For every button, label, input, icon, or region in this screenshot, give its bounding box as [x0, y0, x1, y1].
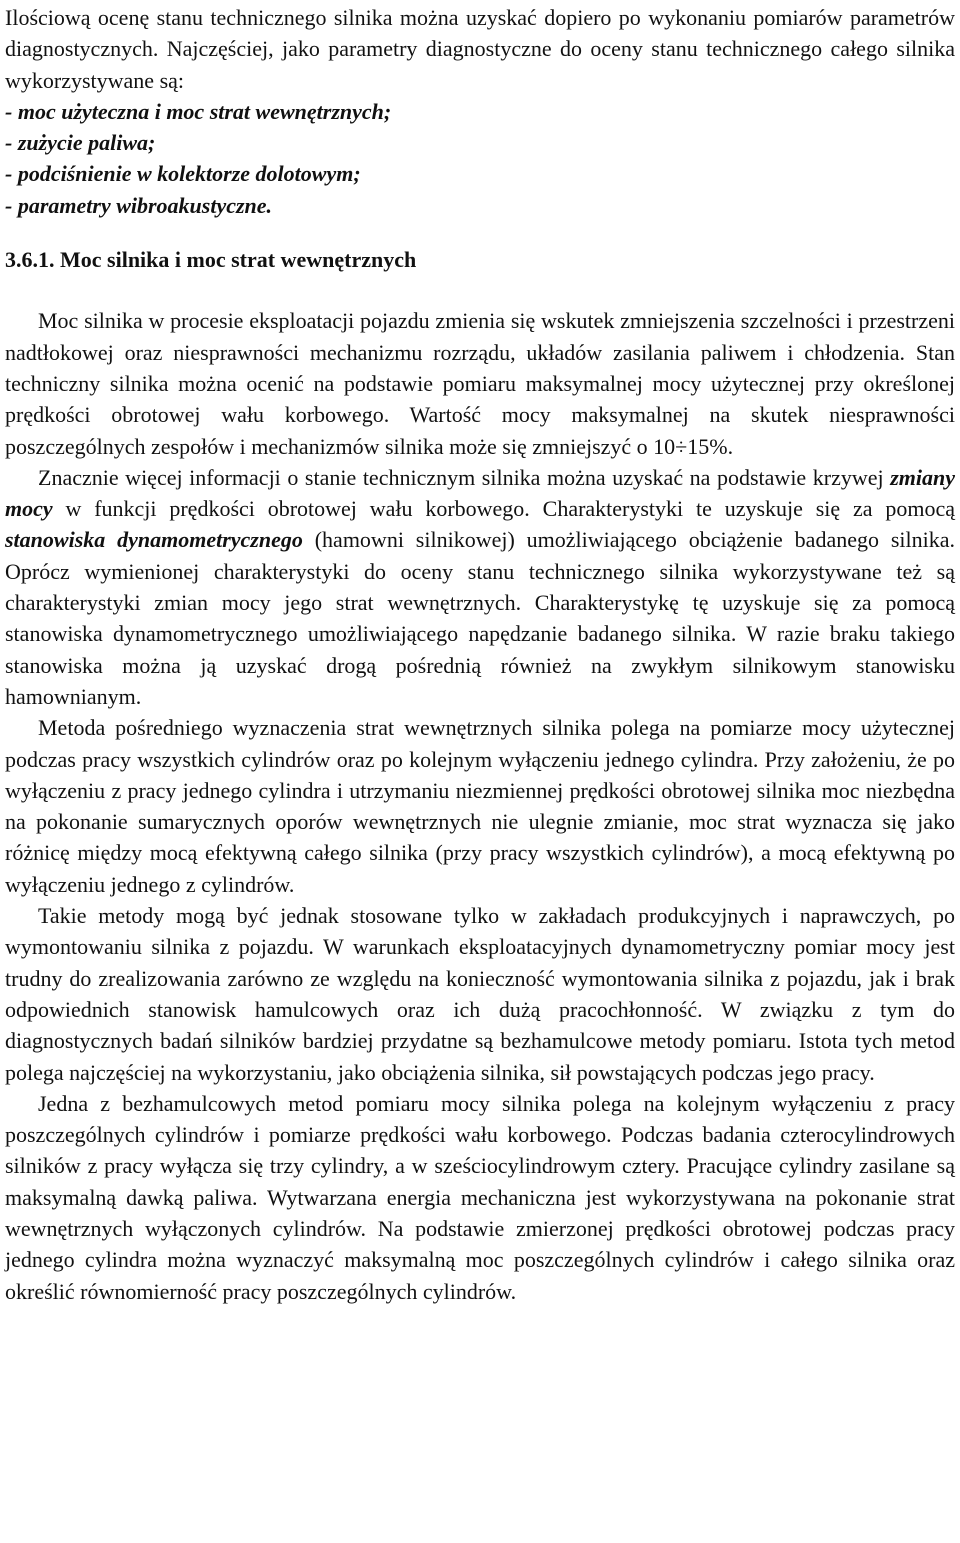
paragraph-cylinder-cutoff: Jedna z bezhamulcowych metod pomiaru mocy silnika polega na kolejnym wyłączeniu z pracy poszczególnych cylindrów i pomiarze prędkości wału korbowego. Podczas badania czterocylindrowych silników z pracy wyłącza się trzy cylindry, a w sześciocylindrowym cztery. Pracujące cylindry zasilane są maksymalną dawką paliwa. Wytwarzana energia mechaniczna jest wykorzystywana na pokonanie strat wewnętrznych wyłączonych cylindrów. Na podstawie zmierzonej prędkości obrotowej podczas pracy jednego cylindra można wyznaczyć maksymalną moc poszczególnych cylindrów i całego silnika oraz określić równomierność pracy poszczególnych cylindrów. — [5, 1090, 955, 1304]
list-item-intake-vacuum: - podciśnienie w kolektorze dolotowym; — [5, 161, 361, 187]
paragraph-power-curve — [5, 462, 955, 712]
intro-paragraph: Ilościową ocenę stanu technicznego silnika można uzyskać dopiero po wykonaniu pomiarów parametrów diagnostycznych. Najczęściej, jako parametry diagnostyczne do oceny stanu technicznego całego silnika wykorzystywane są: — [5, 5, 955, 93]
document-page — [5, 2, 955, 1307]
section-heading: 3.6.1. Moc silnika i moc strat wewnętrznych — [5, 247, 417, 273]
paragraph-power-curve-text-1: Znacznie więcej informacji o stanie technicznym silnika można uzyskać na podstawie krzywej — [38, 464, 891, 490]
list-item-useful-power: - moc użyteczna i moc strat wewnętrznych; — [5, 98, 392, 124]
paragraph-indirect-method: Metoda pośredniego wyznaczenia strat wewnętrznych silnika polega na pomiarze mocy użytecznej podczas pracy wszystkich cylindrów oraz po kolejnym wyłączeniu jednego cylindra. Przy założeniu, że po wyłączeniu z pracy jednego cylindra i utrzymaniu niezmiennej prędkości obrotowej silnika moc niezbędna na pokonanie sumarycznych oporów wewnętrznych nie ulegnie zmianie, moc strat wyznacza się jako różnicę między mocą efektywną całego silnika (przy pracy wszystkich cylindrów), a mocą efektywną po wyłączeniu jednego z cylindrów. — [5, 715, 955, 897]
list-item-vibroacoustic: - parametry wibroakustyczne. — [5, 192, 273, 218]
paragraph-power-curve-text-3: (hamowni silnikowej) umożliwiającego obciążenie badanego silnika. Oprócz wymienionej charakterystyki do oceny stanu technicznego silnika wykorzystywane też są charakterystyki zmian mocy jego strat wewnętrznych. Charakterystykę tę uzyskuje się za pomocą stanowiska dynamometrycznego umożliwiającego napędzanie badanego silnika. W razie braku takiego stanowiska można ją uzyskać drogą pośrednią również na zwykłym silnikowym stanowisku hamownianym. — [5, 527, 955, 709]
paragraph-engine-power: Moc silnika w procesie eksploatacji pojazdu zmienia się wskutek zmniejszenia szczelności i przestrzeni nadtłokowej oraz niesprawności mechanizmu rozrządu, układów zasilania paliwem i chłodzenia. Stan techniczny silnika można ocenić na podstawie pomiaru maksymalnej mocy użytecznej przy określonej prędkości obrotowej wału korbowego. Wartość mocy maksymalnej na skutek niesprawności poszczególnych zespołów i mechanizmów silnika może się zmniejszyć o 10÷15%. — [5, 308, 955, 459]
list-item-fuel-consumption: - zużycie paliwa; — [5, 130, 156, 156]
paragraph-brakeless-methods: Takie metody mogą być jednak stosowane tylko w zakładach produkcyjnych i naprawczych, po wymontowaniu silnika z pojazdu. W warunkach eksploatacyjnych dynamometryczny pomiar mocy jest trudny do zrealizowania zarówno ze względu na konieczność wymontowania silnika z pojazdu, jak i brak odpowiednich stanowisk hamulcowych oraz ich dużą pracochłonność. W związku z tym do diagnostycznych badań silników bardziej przydatne są bezhamulcowe metody pomiaru. Istota tych metod polega najczęściej na wykorzystaniu, jako obciążenia silnika, sił powstających podczas jego pracy. — [5, 903, 955, 1085]
emphasis-dynamometer-stand: stanowiska dynamometrycznego — [5, 527, 303, 553]
emphasis-power-change: zmiany mocy — [5, 464, 955, 522]
paragraph-power-curve-text-2: w funkcji prędkości obrotowej wału korbowego. Charakterystyki te uzyskuje się za pomocą — [52, 496, 955, 522]
